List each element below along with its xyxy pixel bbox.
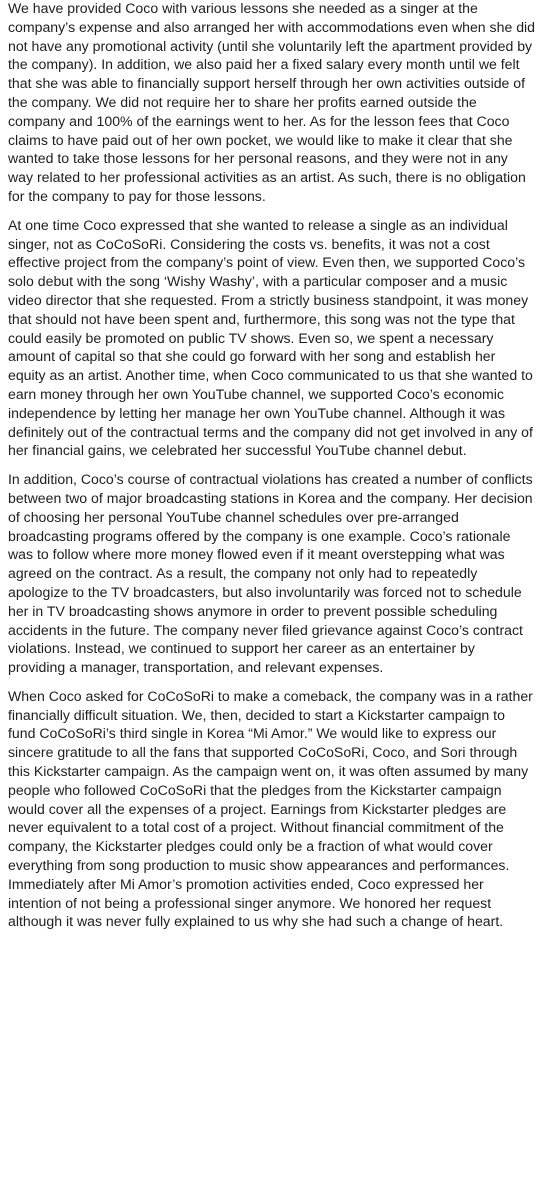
paragraph-solo-debut-and-youtube: At one time Coco expressed that she wanted to release a single as an individual singer, not as CoCoSoRi. Considering the costs vs. benefits, it was not a cost effective project from the company’s point of view. Even then, we supported Coco’s solo debut with the song ‘Wishy Washy’, with a particular composer and a music video director that she requested. From a strictly business standpoint, it was money that should not have been spent and, furthermore, this song was not the type that could easily be promoted on public TV shows. Even so, we spent a necessary amount of capital so that she could go forward with her song and establish her equity as an artist. Another time, when Coco communicated to us that she wanted to earn money through her own YouTube channel, we supported Coco’s economic independence by letting her manage her own YouTube channel. Although it was definitely out of the contractual terms and the company did not get involved in any of her financial gains, we celebrated her successful YouTube channel debut. [8, 216, 533, 459]
paragraph-contract-violations: In addition, Coco’s course of contractual violations has created a number of conflicts between two of major broadcasting stations in Korea and the company. Her decision of choosing her personal YouTube channel schedules over pre-arranged broadcasting programs offered by the company is one example. Coco’s rationale was to follow where more money flowed even if it meant overstepping what was agreed on the contract. As a result, the company not only had to repeatedly apologize to the TV broadcasters, but also involuntarily was forced not to schedule her in TV broadcasting shows anymore in order to prevent possible scheduling accidents in the future. The company never filed grievance against Coco’s contract violations. Instead, we continued to support her career as an entertainer by providing a manager, transportation, and relevant expenses. [8, 471, 533, 676]
paragraph-lessons-and-salary: We have provided Coco with various lessons she needed as a singer at the company’s expense and also arranged her with accommodations even when she did not have any promotional activity (until she voluntarily left the apartment provided by the company). In addition, we also paid her a fixed salary every month until we felt that she was able to financially support herself through her own activities outside of the company. We did not require her to share her profits earned outside the company and 100% of the earnings went to her. As for the lesson fees that Coco claims to have paid out of her own pocket, we would like to make it clear that she wanted to take those lessons for her personal reasons, and they were not in any way related to her professional activities as an artist. As such, there is no obligation for the company to pay for those lessons. [8, 0, 536, 204]
paragraph-kickstarter-campaign: When Coco asked for CoCoSoRi to make a comeback, the company was in a rather financially difficult situation. We, then, decided to start a Kickstarter campaign to fund CoCoSoRi’s third single in Korea “Mi Amor.” We would like to express our sincere gratitude to all the fans that supported CoCoSoRi, Coco, and Sori through this Kickstarter campaign. As the campaign went on, it was often assumed by many people who followed CoCoSoRi that the pledges from the Kickstarter campaign would cover all the expenses of a project. Earnings from Kickstarter pledges are never equivalent to a total cost of a project. Without financial commitment of the company, the Kickstarter pledges could only be a fraction of what would cover everything from song production to music show appearances and performances. Immediately after Mi Amor’s promotion activities ended, Coco expressed her intention of not being a professional singer anymore. We honored her request although it was never fully explained to us why she had such a change of heart. [8, 687, 533, 930]
